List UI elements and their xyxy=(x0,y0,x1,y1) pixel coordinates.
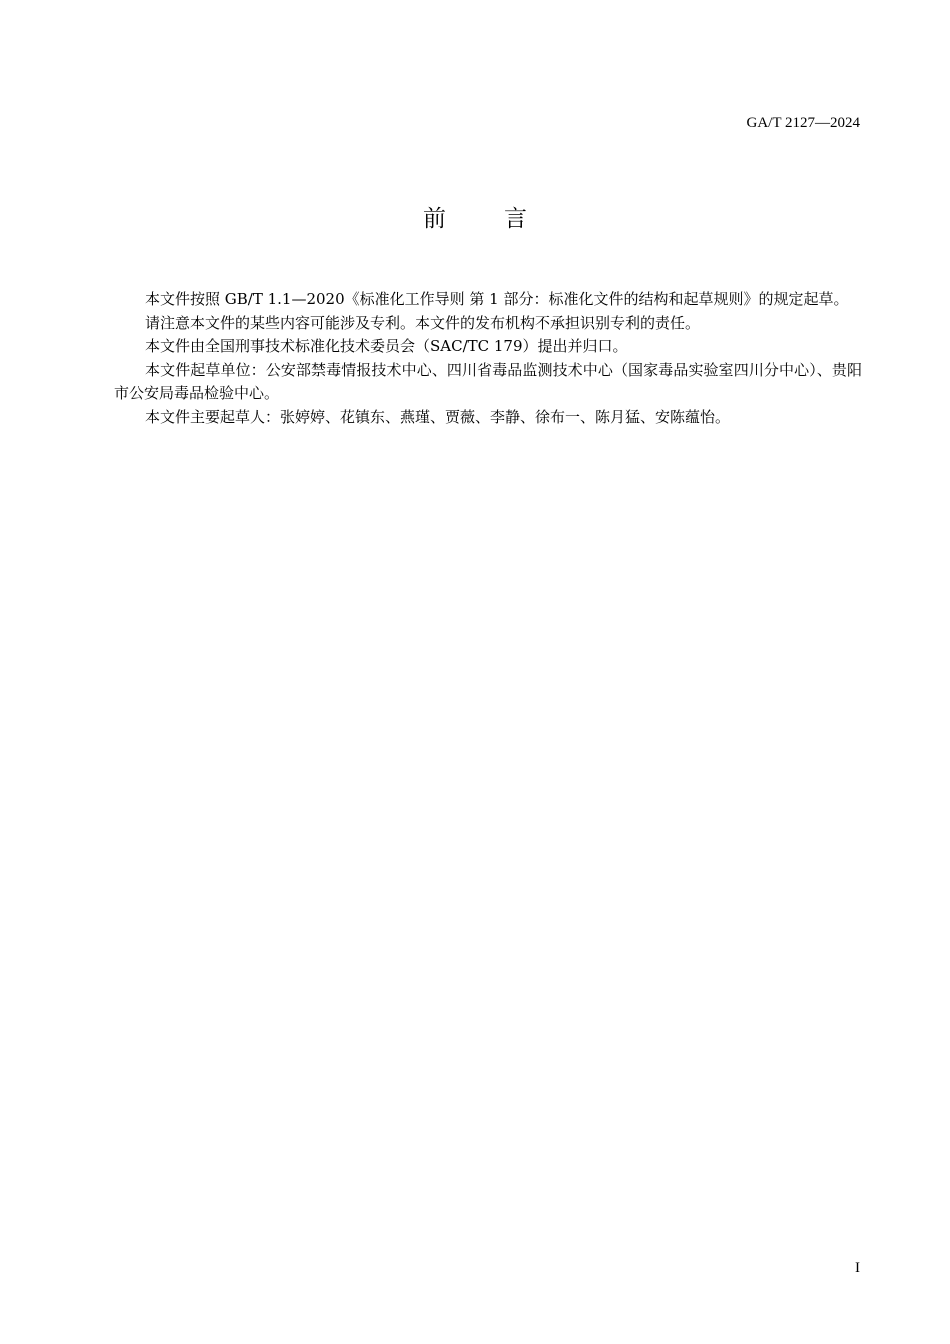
title-char-2: 言 xyxy=(504,206,527,232)
section-title xyxy=(0,203,950,235)
paragraph-drafting-units: 本文件起草单位：公安部禁毒情报技术中心、四川省毒品监测技术中心（国家毒品实验室四川分中心）、贵阳市公安局毒品检验中心。 xyxy=(114,360,862,402)
paragraph-drafting-rules: 本文件按照 GB/T 1.1—2020《标准化工作导则 第 1 部分：标准化文件的结构和起草规则》的规定起草。 xyxy=(145,290,849,308)
paragraph-patent-notice: 请注意本文件的某些内容可能涉及专利。本文件的发布机构不承担识别专利的责任。 xyxy=(145,313,701,332)
document-code: GA/T 2127—2024 xyxy=(746,115,860,131)
paragraph-proposing-committee: 本文件由全国刑事技术标准化技术委员会（SAC/TC 179）提出并归口。 xyxy=(145,337,628,355)
paragraph-drafters: 本文件主要起草人：张婷婷、花镇东、燕瑾、贾薇、李静、徐布一、陈月猛、安陈蕴怡。 xyxy=(145,407,731,426)
page-number: I xyxy=(855,1260,860,1276)
foreword-body xyxy=(114,288,862,429)
title-char-1: 前 xyxy=(423,206,446,232)
